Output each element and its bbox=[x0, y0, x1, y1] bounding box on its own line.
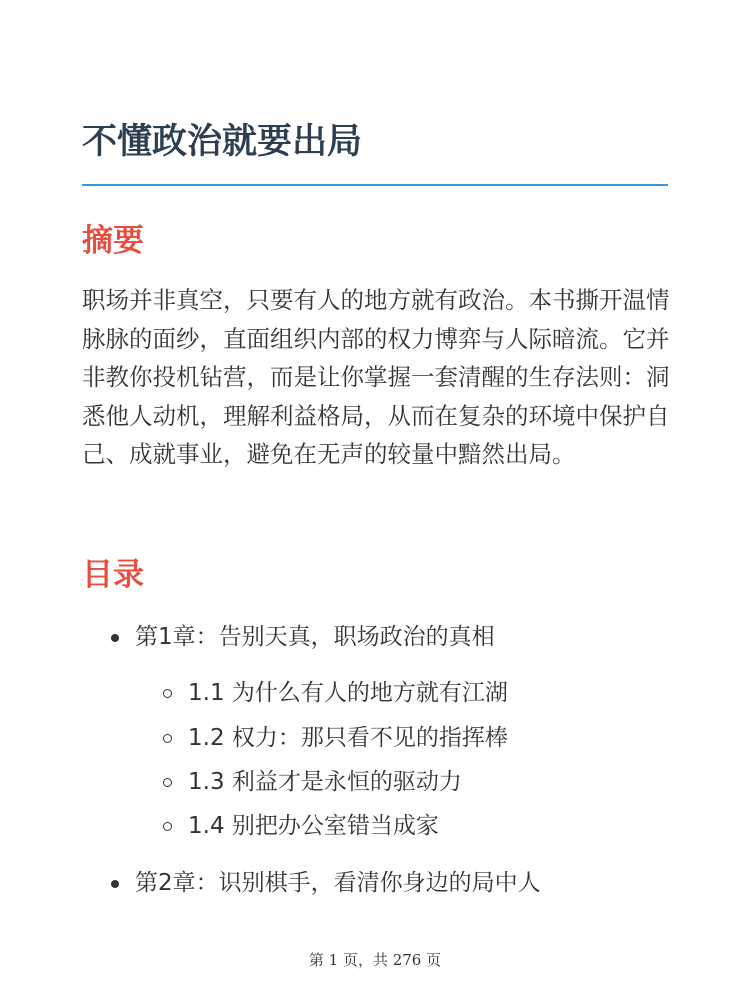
bullet-dot-icon bbox=[111, 880, 119, 888]
toc-chapter-label: 第2章：识别棋手，看清你身边的局中人 bbox=[135, 870, 541, 896]
bullet-dot-icon bbox=[111, 634, 119, 642]
toc-section-1-4 bbox=[188, 809, 439, 843]
page-footer: 第 1 页，共 276 页 bbox=[308, 951, 442, 969]
abstract-paragraph: 职场并非真空，只要有人的地方就有政治。本书撕开温情脉脉的面纱，直面组织内部的权力博弈与人际暗流。它并非教你投机钻营，而是让你掌握一套清醒的生存法则：洞悉他人动机，理解利益格局，从而在复杂的环境中保护自己、成就事业，避免在无声的较量中黯然出局。 bbox=[82, 286, 670, 468]
page-title: 不懂政治就要出局 bbox=[82, 122, 363, 162]
toc-section-label: 1.1 为什么有人的地方就有江湖 bbox=[188, 680, 508, 706]
toc-section-label: 1.4 别把办公室错当成家 bbox=[188, 813, 439, 839]
toc-section-1-1 bbox=[188, 676, 508, 710]
abstract-heading: 摘要 bbox=[82, 223, 144, 259]
toc-section-1-3 bbox=[188, 765, 462, 799]
title-divider bbox=[82, 184, 668, 186]
toc-chapter-1 bbox=[135, 620, 495, 654]
toc-chapter-2 bbox=[135, 866, 541, 900]
toc-section-1-2 bbox=[188, 721, 508, 755]
bullet-circle-icon bbox=[163, 689, 172, 698]
toc-section-label: 1.3 利益才是永恒的驱动力 bbox=[188, 769, 462, 795]
bullet-circle-icon bbox=[163, 778, 172, 787]
bullet-circle-icon bbox=[163, 822, 172, 831]
bullet-circle-icon bbox=[163, 734, 172, 743]
toc-chapter-label: 第1章：告别天真，职场政治的真相 bbox=[135, 624, 495, 650]
toc-section-label: 1.2 权力：那只看不见的指挥棒 bbox=[188, 725, 508, 751]
toc-heading: 目录 bbox=[82, 557, 144, 593]
